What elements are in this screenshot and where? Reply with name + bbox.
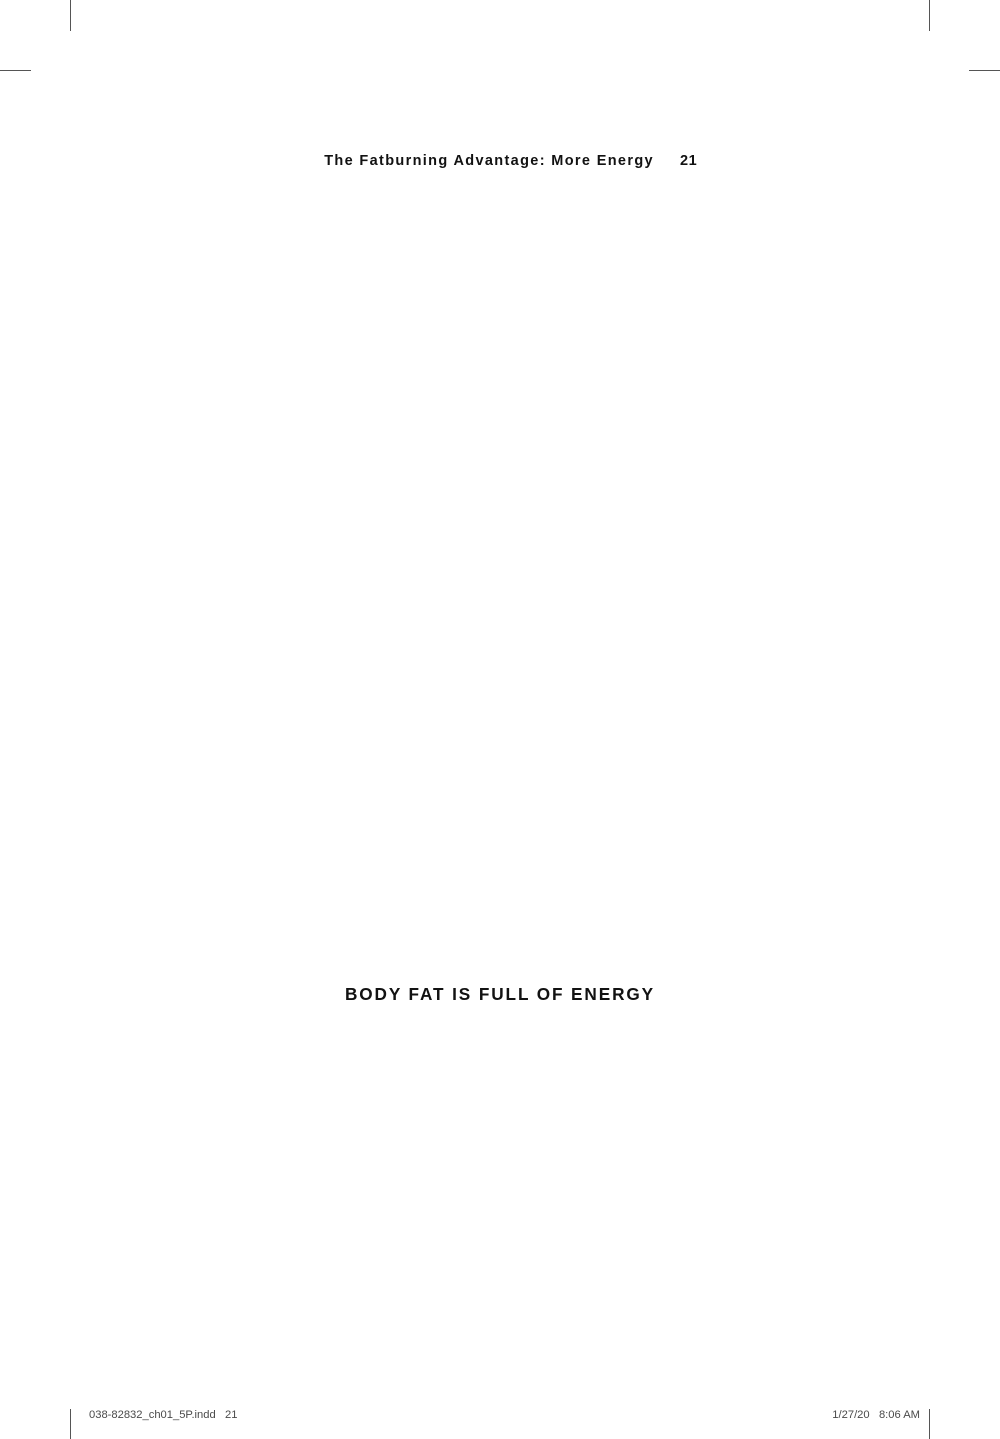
running-head-title: The Fatburning Advantage: More Energy	[324, 153, 654, 169]
footer-slug-line	[0, 1406, 1000, 1430]
crop-mark-top-right-horizontal	[969, 70, 1000, 71]
footer-file-slug: 038-82832_ch01_5P.indd 21	[89, 1409, 238, 1421]
page-number: 21	[679, 153, 698, 169]
crop-mark-top-left-vertical	[70, 0, 71, 31]
crop-mark-top-left-horizontal	[0, 70, 31, 71]
running-head	[0, 137, 1000, 185]
footer-timestamp: 1/27/20 8:06 AM	[832, 1409, 920, 1421]
section-heading: BODY FAT IS FULL OF ENERGY	[344, 984, 656, 1004]
crop-mark-top-right-vertical	[929, 0, 930, 31]
